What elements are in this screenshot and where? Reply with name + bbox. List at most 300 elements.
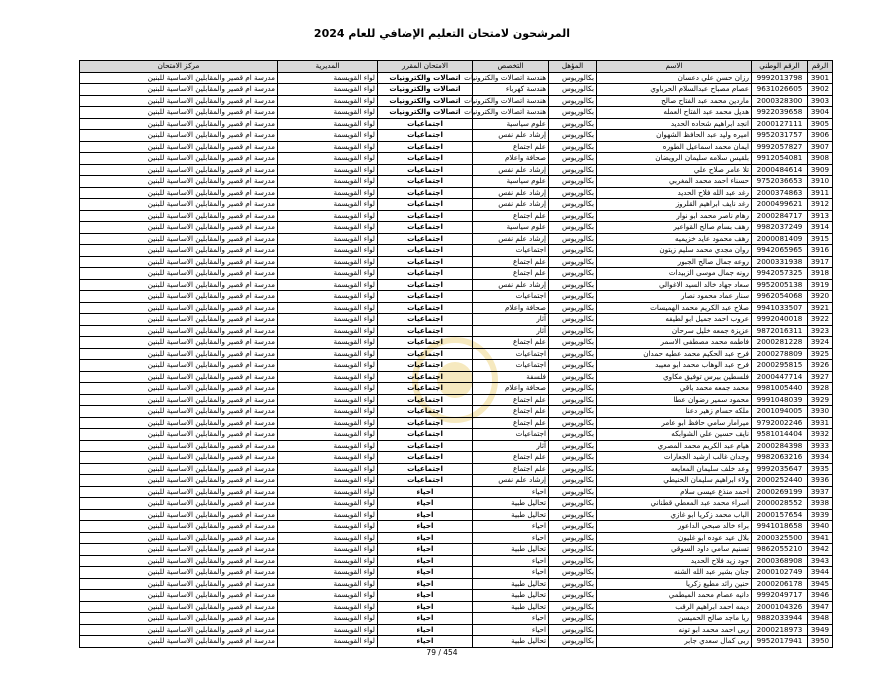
directorate-cell: لواء القويسمة	[278, 118, 378, 130]
row-number-cell: 3939	[808, 509, 833, 521]
directorate-cell: لواء القويسمة	[278, 164, 378, 176]
qualification-cell: بكالوريوس	[549, 475, 597, 487]
row-number-cell: 3913	[808, 210, 833, 222]
directorate-cell: لواء القويسمة	[278, 475, 378, 487]
specialization-cell: علم اجتماع	[473, 452, 549, 464]
specialization-cell: احياء	[473, 624, 549, 636]
directorate-cell: لواء القويسمة	[278, 360, 378, 372]
specialization-cell: آثار	[473, 325, 549, 337]
exam-center-cell: مدرسة ام قصير والمقابلين الاساسية للبنين	[80, 141, 278, 153]
directorate-cell: لواء القويسمة	[278, 222, 378, 234]
national-id-cell: 9952031757	[752, 130, 808, 142]
qualification-cell: بكالوريوس	[549, 521, 597, 533]
name-cell: عروب احمد جميل ابو لطيفه	[597, 314, 752, 326]
header-name: الاسم	[597, 61, 752, 73]
name-cell: تسنيم سامي داود السوقي	[597, 544, 752, 556]
qualification-cell: بكالوريوس	[549, 187, 597, 199]
row-number-cell: 3929	[808, 394, 833, 406]
specialization-cell: اجتماعيات	[473, 291, 549, 303]
qualification-cell: بكالوريوس	[549, 567, 597, 579]
exam-center-cell: مدرسة ام قصير والمقابلين الاساسية للبنين	[80, 187, 278, 199]
table-row	[80, 360, 833, 372]
table-row	[80, 555, 833, 567]
specialization-cell: علم اجتماع	[473, 394, 549, 406]
directorate-cell: لواء القويسمة	[278, 325, 378, 337]
specialization-cell: فلسفة	[473, 371, 549, 383]
specialization-cell: علم اجتماع	[473, 463, 549, 475]
national-id-cell: 2000104326	[752, 601, 808, 613]
directorate-cell: لواء القويسمة	[278, 187, 378, 199]
national-id-cell: 9792002246	[752, 417, 808, 429]
name-cell: رهف بسام صالح القواعير	[597, 222, 752, 234]
directorate-cell: لواء القويسمة	[278, 153, 378, 165]
national-id-cell: 2000328300	[752, 95, 808, 107]
specialization-cell: إرشاد علم نفس	[473, 279, 549, 291]
exam-cell: احياء	[378, 544, 473, 556]
exam-center-cell: مدرسة ام قصير والمقابلين الاساسية للبنين	[80, 567, 278, 579]
national-id-cell: 2000484614	[752, 164, 808, 176]
table-row	[80, 187, 833, 199]
exam-cell: احياء	[378, 613, 473, 625]
name-cell: رغد عبد الله فلاح الحديد	[597, 187, 752, 199]
row-number-cell: 3937	[808, 486, 833, 498]
row-number-cell: 3948	[808, 613, 833, 625]
specialization-cell: اجتماعيات	[473, 360, 549, 372]
specialization-cell: علوم سياسية	[473, 118, 549, 130]
qualification-cell: بكالوريوس	[549, 544, 597, 556]
national-id-cell: 9991048039	[752, 394, 808, 406]
name-cell: رهام ناصر محمد ابو نوار	[597, 210, 752, 222]
exam-cell: اجتماعيات	[378, 452, 473, 464]
qualification-cell: بكالوريوس	[549, 636, 597, 648]
row-number-cell: 3940	[808, 521, 833, 533]
exam-center-cell: مدرسة ام قصير والمقابلين الاساسية للبنين	[80, 406, 278, 418]
table-row	[80, 222, 833, 234]
specialization-cell: صحافة واعلام	[473, 383, 549, 395]
row-number-cell: 3908	[808, 153, 833, 165]
directorate-cell: لواء القويسمة	[278, 95, 378, 107]
national-id-cell: 2000368908	[752, 555, 808, 567]
national-id-cell: 2000028552	[752, 498, 808, 510]
qualification-cell: بكالوريوس	[549, 325, 597, 337]
directorate-cell: لواء القويسمة	[278, 337, 378, 349]
qualification-cell: بكالوريوس	[549, 176, 597, 188]
exam-cell: اجتماعيات	[378, 210, 473, 222]
name-cell: دانيه عصام محمد الميطمي	[597, 590, 752, 602]
exam-cell: اجتماعيات	[378, 187, 473, 199]
national-id-cell: 2000499621	[752, 199, 808, 211]
table-row	[80, 567, 833, 579]
exam-center-cell: مدرسة ام قصير والمقابلين الاساسية للبنين	[80, 555, 278, 567]
name-cell: بلقيس سلامه سليمان الرويضان	[597, 153, 752, 165]
table-row	[80, 337, 833, 349]
directorate-cell: لواء القويسمة	[278, 348, 378, 360]
exam-center-cell: مدرسة ام قصير والمقابلين الاساسية للبنين	[80, 95, 278, 107]
exam-cell: احياء	[378, 636, 473, 648]
name-cell: فاطمه محمد مصطفى الاسمر	[597, 337, 752, 349]
row-number-cell: 3935	[808, 463, 833, 475]
row-number-cell: 3928	[808, 383, 833, 395]
qualification-cell: بكالوريوس	[549, 291, 597, 303]
name-cell: روعه جمال صالح الجبور	[597, 256, 752, 268]
row-number-cell: 3925	[808, 348, 833, 360]
specialization-cell: هندسة كهرباء	[473, 84, 549, 96]
row-number-cell: 3918	[808, 268, 833, 280]
specialization-cell: علم اجتماع	[473, 417, 549, 429]
directorate-cell: لواء القويسمة	[278, 440, 378, 452]
name-cell: جود زيد فلاح الحديد	[597, 555, 752, 567]
row-number-cell: 3944	[808, 567, 833, 579]
exam-center-cell: مدرسة ام قصير والمقابلين الاساسية للبنين	[80, 486, 278, 498]
qualification-cell: بكالوريوس	[549, 383, 597, 395]
exam-center-cell: مدرسة ام قصير والمقابلين الاساسية للبنين	[80, 509, 278, 521]
directorate-cell: لواء القويسمة	[278, 555, 378, 567]
row-number-cell: 3926	[808, 360, 833, 372]
specialization-cell: صحافة واعلام	[473, 153, 549, 165]
national-id-cell: 9942065965	[752, 245, 808, 257]
qualification-cell: بكالوريوس	[549, 118, 597, 130]
table-row	[80, 498, 833, 510]
national-id-cell: 2000157654	[752, 509, 808, 521]
name-cell: جنان بشير عبد الله الشنه	[597, 567, 752, 579]
name-cell: سعاد جهاد خالد السيد الاغوالي	[597, 279, 752, 291]
name-cell: نايف حسين علي الشوابكه	[597, 429, 752, 441]
row-number-cell: 3911	[808, 187, 833, 199]
row-number-cell: 3950	[808, 636, 833, 648]
name-cell: سنار عماد محمود نصار	[597, 291, 752, 303]
row-number-cell: 3914	[808, 222, 833, 234]
row-number-cell: 3917	[808, 256, 833, 268]
name-cell: ماردين محمد عبد الفتاح صالح	[597, 95, 752, 107]
national-id-cell: 2001094005	[752, 406, 808, 418]
table-row	[80, 95, 833, 107]
table-row	[80, 256, 833, 268]
qualification-cell: بكالوريوس	[549, 429, 597, 441]
exam-center-cell: مدرسة ام قصير والمقابلين الاساسية للبنين	[80, 521, 278, 533]
qualification-cell: بكالوريوس	[549, 302, 597, 314]
qualification-cell: بكالوريوس	[549, 256, 597, 268]
directorate-cell: لواء القويسمة	[278, 130, 378, 142]
table-row	[80, 84, 833, 96]
exam-center-cell: مدرسة ام قصير والمقابلين الاساسية للبنين	[80, 199, 278, 211]
national-id-cell: 9962054068	[752, 291, 808, 303]
name-cell: اميره وليد عبد الحافظ الشهوان	[597, 130, 752, 142]
specialization-cell: إرشاد علم نفس	[473, 164, 549, 176]
specialization-cell: تحاليل طبية	[473, 509, 549, 521]
specialization-cell: تحاليل طبية	[473, 636, 549, 648]
table-row	[80, 233, 833, 245]
exam-cell: اجتماعيات	[378, 164, 473, 176]
qualification-cell: بكالوريوس	[549, 164, 597, 176]
header-specialization: التخصص	[473, 61, 549, 73]
exam-cell: اجتماعيات	[378, 440, 473, 452]
exam-cell: احياء	[378, 578, 473, 590]
specialization-cell: هندسة اتصالات والكترونيات	[473, 72, 549, 84]
directorate-cell: لواء القويسمة	[278, 624, 378, 636]
exam-center-cell: مدرسة ام قصير والمقابلين الاساسية للبنين	[80, 452, 278, 464]
exam-center-cell: مدرسة ام قصير والمقابلين الاساسية للبنين	[80, 463, 278, 475]
qualification-cell: بكالوريوس	[549, 555, 597, 567]
exam-cell: اتصالات والكترونيات	[378, 72, 473, 84]
national-id-cell: 2000284717	[752, 210, 808, 222]
exam-cell: اجتماعيات	[378, 417, 473, 429]
row-number-cell: 3949	[808, 624, 833, 636]
name-cell: اسراء محمد عبد المعطي قطناني	[597, 498, 752, 510]
name-cell: فرح عبد الحكيم محمد عطيه حمدان	[597, 348, 752, 360]
row-number-cell: 3921	[808, 302, 833, 314]
header-row-number: الرقم	[808, 61, 833, 73]
directorate-cell: لواء القويسمة	[278, 371, 378, 383]
specialization-cell: تحاليل طبية	[473, 590, 549, 602]
national-id-cell: 2000127111	[752, 118, 808, 130]
row-number-cell: 3938	[808, 498, 833, 510]
directorate-cell: لواء القويسمة	[278, 590, 378, 602]
table-row	[80, 578, 833, 590]
directorate-cell: لواء القويسمة	[278, 452, 378, 464]
table-row	[80, 371, 833, 383]
qualification-cell: بكالوريوس	[549, 72, 597, 84]
exam-cell: اجتماعيات	[378, 222, 473, 234]
name-cell: ملكه حسام زهير دعنا	[597, 406, 752, 418]
qualification-cell: بكالوريوس	[549, 279, 597, 291]
exam-center-cell: مدرسة ام قصير والمقابلين الاساسية للبنين	[80, 256, 278, 268]
directorate-cell: لواء القويسمة	[278, 509, 378, 521]
table-row	[80, 613, 833, 625]
exam-center-cell: مدرسة ام قصير والمقابلين الاساسية للبنين	[80, 417, 278, 429]
directorate-cell: لواء القويسمة	[278, 578, 378, 590]
directorate-cell: لواء القويسمة	[278, 291, 378, 303]
table-row	[80, 590, 833, 602]
exam-center-cell: مدرسة ام قصير والمقابلين الاساسية للبنين	[80, 636, 278, 648]
exam-center-cell: مدرسة ام قصير والمقابلين الاساسية للبنين	[80, 314, 278, 326]
name-cell: فرح عبد الوهاب محمد ابو معيبد	[597, 360, 752, 372]
exam-cell: اجتماعيات	[378, 371, 473, 383]
exam-center-cell: مدرسة ام قصير والمقابلين الاساسية للبنين	[80, 291, 278, 303]
qualification-cell: بكالوريوس	[549, 210, 597, 222]
exam-cell: اجتماعيات	[378, 302, 473, 314]
table-row	[80, 417, 833, 429]
specialization-cell: آثار	[473, 314, 549, 326]
exam-center-cell: مدرسة ام قصير والمقابلين الاساسية للبنين	[80, 72, 278, 84]
specialization-cell: تحاليل طبية	[473, 498, 549, 510]
specialization-cell: احياء	[473, 486, 549, 498]
national-id-cell: 9981005440	[752, 383, 808, 395]
specialization-cell: علم اجتماع	[473, 337, 549, 349]
table-row	[80, 314, 833, 326]
exam-center-cell: مدرسة ام قصير والمقابلين الاساسية للبنين	[80, 394, 278, 406]
national-id-cell: 2000102749	[752, 567, 808, 579]
specialization-cell: هندسة اتصالات والكترونيات	[473, 95, 549, 107]
row-number-cell: 3922	[808, 314, 833, 326]
qualification-cell: بكالوريوس	[549, 532, 597, 544]
header-exam-center: مركز الامتحان	[80, 61, 278, 73]
name-cell: انجد ابراهيم شحاده الحديد	[597, 118, 752, 130]
row-number-cell: 3915	[808, 233, 833, 245]
qualification-cell: بكالوريوس	[549, 578, 597, 590]
national-id-cell: 2000374863	[752, 187, 808, 199]
qualification-cell: بكالوريوس	[549, 498, 597, 510]
exam-cell: احياء	[378, 601, 473, 613]
specialization-cell: احياء	[473, 521, 549, 533]
specialization-cell: علم اجتماع	[473, 406, 549, 418]
row-number-cell: 3945	[808, 578, 833, 590]
qualification-cell: بكالوريوس	[549, 440, 597, 452]
qualification-cell: بكالوريوس	[549, 463, 597, 475]
national-id-cell: 9992049717	[752, 590, 808, 602]
specialization-cell: إرشاد علم نفس	[473, 187, 549, 199]
name-cell: الباب محمد زكريا ابو غازي	[597, 509, 752, 521]
directorate-cell: لواء القويسمة	[278, 567, 378, 579]
national-id-cell: 2000081409	[752, 233, 808, 245]
exam-cell: اجتماعيات	[378, 394, 473, 406]
exam-center-cell: مدرسة ام قصير والمقابلين الاساسية للبنين	[80, 164, 278, 176]
name-cell: تلا عامر صلاح علي	[597, 164, 752, 176]
table-row	[80, 176, 833, 188]
exam-cell: احياء	[378, 624, 473, 636]
qualification-cell: بكالوريوس	[549, 199, 597, 211]
directorate-cell: لواء القويسمة	[278, 268, 378, 280]
national-id-cell: 2000447714	[752, 371, 808, 383]
exam-center-cell: مدرسة ام قصير والمقابلين الاساسية للبنين	[80, 233, 278, 245]
row-number-cell: 3924	[808, 337, 833, 349]
qualification-cell: بكالوريوس	[549, 486, 597, 498]
qualification-cell: بكالوريوس	[549, 406, 597, 418]
exam-center-cell: مدرسة ام قصير والمقابلين الاساسية للبنين	[80, 590, 278, 602]
exam-cell: احياء	[378, 567, 473, 579]
specialization-cell: آثار	[473, 440, 549, 452]
exam-cell: اتصالات والكترونيات	[378, 95, 473, 107]
exam-cell: اجتماعيات	[378, 429, 473, 441]
directorate-cell: لواء القويسمة	[278, 498, 378, 510]
exam-center-cell: مدرسة ام قصير والمقابلين الاساسية للبنين	[80, 153, 278, 165]
national-id-cell: 2000252440	[752, 475, 808, 487]
table-header-row	[80, 61, 833, 73]
table-row	[80, 544, 833, 556]
qualification-cell: بكالوريوس	[549, 613, 597, 625]
name-cell: ديمه احمد ابراهيم الرقب	[597, 601, 752, 613]
exam-center-cell: مدرسة ام قصير والمقابلين الاساسية للبنين	[80, 578, 278, 590]
exam-cell: اجتماعيات	[378, 233, 473, 245]
national-id-cell: 9992057827	[752, 141, 808, 153]
header-exam: الامتحان المقرر	[378, 61, 473, 73]
exam-cell: اجتماعيات	[378, 130, 473, 142]
table-row	[80, 325, 833, 337]
table-row	[80, 636, 833, 648]
exam-cell: اجتماعيات	[378, 245, 473, 257]
row-number-cell: 3920	[808, 291, 833, 303]
table-row	[80, 245, 833, 257]
national-id-cell: 9941033507	[752, 302, 808, 314]
exam-center-cell: مدرسة ام قصير والمقابلين الاساسية للبنين	[80, 337, 278, 349]
specialization-cell: احياء	[473, 567, 549, 579]
national-id-cell: 9922039658	[752, 107, 808, 119]
qualification-cell: بكالوريوس	[549, 233, 597, 245]
exam-center-cell: مدرسة ام قصير والمقابلين الاساسية للبنين	[80, 544, 278, 556]
row-number-cell: 3934	[808, 452, 833, 464]
national-id-cell: 9942057325	[752, 268, 808, 280]
national-id-cell: 9882033944	[752, 613, 808, 625]
directorate-cell: لواء القويسمة	[278, 141, 378, 153]
directorate-cell: لواء القويسمة	[278, 463, 378, 475]
specialization-cell: احياء	[473, 532, 549, 544]
qualification-cell: بكالوريوس	[549, 348, 597, 360]
qualification-cell: بكالوريوس	[549, 417, 597, 429]
directorate-cell: لواء القويسمة	[278, 107, 378, 119]
table-row	[80, 624, 833, 636]
name-cell: روان مجدي محمد سليم زيتون	[597, 245, 752, 257]
exam-cell: احياء	[378, 486, 473, 498]
exam-center-cell: مدرسة ام قصير والمقابلين الاساسية للبنين	[80, 601, 278, 613]
qualification-cell: بكالوريوس	[549, 601, 597, 613]
national-id-cell: 9862055210	[752, 544, 808, 556]
exam-center-cell: مدرسة ام قصير والمقابلين الاساسية للبنين	[80, 360, 278, 372]
row-number-cell: 3907	[808, 141, 833, 153]
row-number-cell: 3927	[808, 371, 833, 383]
row-number-cell: 3931	[808, 417, 833, 429]
name-cell: رغد نايف ابراهيم القلروز	[597, 199, 752, 211]
qualification-cell: بكالوريوس	[549, 130, 597, 142]
exam-center-cell: مدرسة ام قصير والمقابلين الاساسية للبنين	[80, 176, 278, 188]
national-id-cell: 2000269199	[752, 486, 808, 498]
row-number-cell: 3904	[808, 107, 833, 119]
header-qualification: المؤهل	[549, 61, 597, 73]
exam-center-cell: مدرسة ام قصير والمقابلين الاساسية للبنين	[80, 498, 278, 510]
specialization-cell: علم اجتماع	[473, 268, 549, 280]
exam-center-cell: مدرسة ام قصير والمقابلين الاساسية للبنين	[80, 245, 278, 257]
specialization-cell: احياء	[473, 613, 549, 625]
table-row	[80, 486, 833, 498]
qualification-cell: بكالوريوس	[549, 360, 597, 372]
table-row	[80, 463, 833, 475]
table-row	[80, 348, 833, 360]
exam-cell: اجتماعيات	[378, 268, 473, 280]
table-row	[80, 118, 833, 130]
national-id-cell: 2000281228	[752, 337, 808, 349]
row-number-cell: 3946	[808, 590, 833, 602]
specialization-cell: علوم سياسية	[473, 176, 549, 188]
name-cell: صلاح عبد الكريم محمد الهميسات	[597, 302, 752, 314]
qualification-cell: بكالوريوس	[549, 107, 597, 119]
directorate-cell: لواء القويسمة	[278, 314, 378, 326]
row-number-cell: 3942	[808, 544, 833, 556]
specialization-cell: اجتماعيات	[473, 348, 549, 360]
row-number-cell: 3901	[808, 72, 833, 84]
name-cell: ايمان محمد اسماعيل الطوره	[597, 141, 752, 153]
national-id-cell: 9992013798	[752, 72, 808, 84]
exam-cell: اجتماعيات	[378, 406, 473, 418]
exam-cell: اجتماعيات	[378, 153, 473, 165]
exam-cell: اجتماعيات	[378, 279, 473, 291]
exam-center-cell: مدرسة ام قصير والمقابلين الاساسية للبنين	[80, 268, 278, 280]
directorate-cell: لواء القويسمة	[278, 176, 378, 188]
table-row	[80, 164, 833, 176]
specialization-cell: إرشاد علم نفس	[473, 199, 549, 211]
exam-cell: احياء	[378, 555, 473, 567]
table-row	[80, 601, 833, 613]
name-cell: وعد خلف سليمان المعايعه	[597, 463, 752, 475]
exam-center-cell: مدرسة ام قصير والمقابلين الاساسية للبنين	[80, 440, 278, 452]
directorate-cell: لواء القويسمة	[278, 486, 378, 498]
specialization-cell: هندسة اتصالات والكترونيات	[473, 107, 549, 119]
specialization-cell: صحافة واعلام	[473, 302, 549, 314]
table-row	[80, 440, 833, 452]
qualification-cell: بكالوريوس	[549, 314, 597, 326]
national-id-cell: 9941018658	[752, 521, 808, 533]
table-row	[80, 406, 833, 418]
qualification-cell: بكالوريوس	[549, 624, 597, 636]
exam-cell: اجتماعيات	[378, 141, 473, 153]
qualification-cell: بكالوريوس	[549, 245, 597, 257]
